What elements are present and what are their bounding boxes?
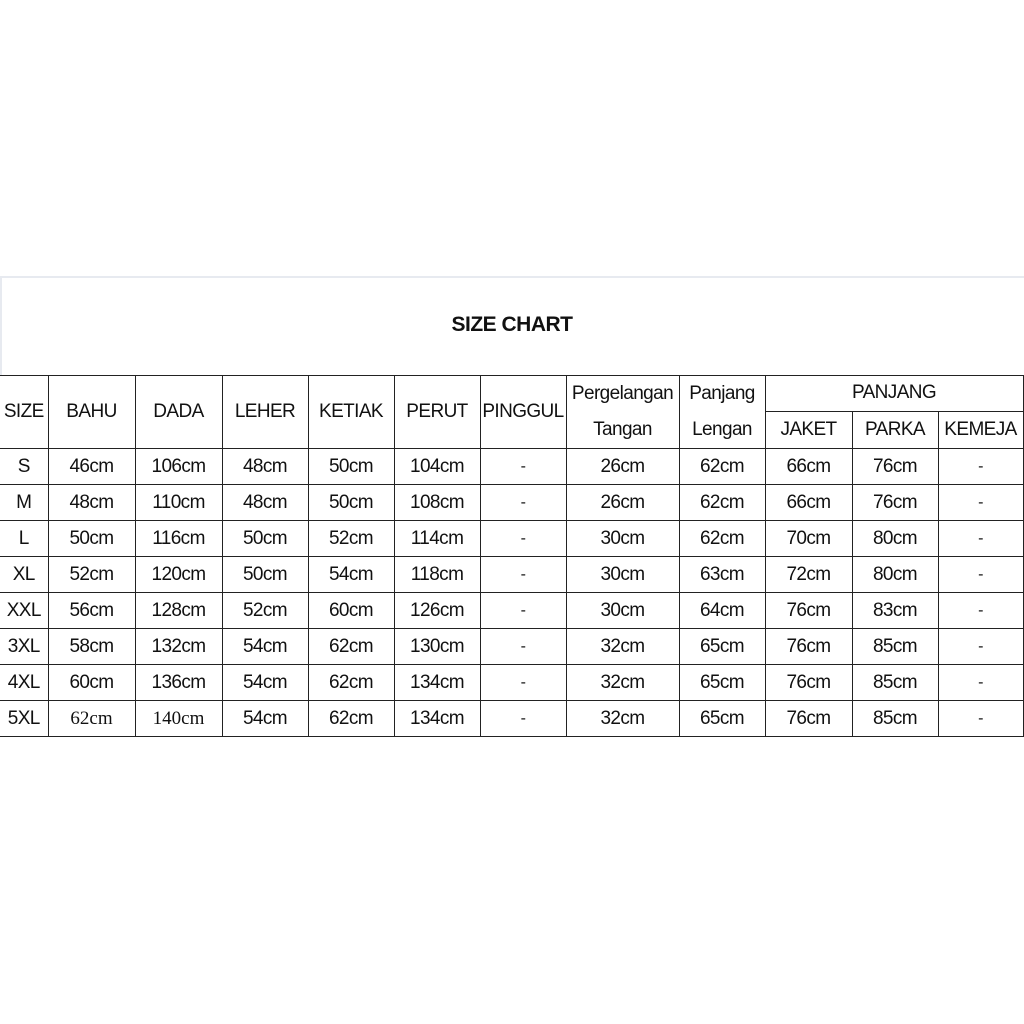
cell-ketiak: 60cm	[308, 593, 394, 629]
cell-kemeja: -	[938, 449, 1023, 485]
table-row	[0, 521, 1023, 557]
cell-size: L	[0, 521, 48, 557]
header-panjang-lengan-line2: Lengan	[692, 419, 752, 440]
header-pergelangan-tangan	[566, 376, 679, 449]
cell-bahu: 46cm	[48, 449, 135, 485]
cell-lengan: 64cm	[679, 593, 765, 629]
cell-kemeja: -	[938, 665, 1023, 701]
table-row	[0, 557, 1023, 593]
table-row	[0, 449, 1023, 485]
cell-perut: 104cm	[394, 449, 480, 485]
cell-dada: 128cm	[135, 593, 222, 629]
cell-size: 5XL	[0, 701, 48, 737]
cell-parka: 83cm	[852, 593, 938, 629]
cell-jaket: 66cm	[765, 485, 852, 521]
cell-size: XL	[0, 557, 48, 593]
cell-size: 3XL	[0, 629, 48, 665]
cell-parka: 76cm	[852, 449, 938, 485]
cell-ketiak: 50cm	[308, 449, 394, 485]
cell-bahu: 60cm	[48, 665, 135, 701]
cell-size: M	[0, 485, 48, 521]
cell-perut: 114cm	[394, 521, 480, 557]
cell-kemeja: -	[938, 485, 1023, 521]
header-panjang-lengan	[679, 376, 765, 449]
cell-kemeja: -	[938, 701, 1023, 737]
frame-top-border	[0, 276, 1024, 278]
cell-lengan: 62cm	[679, 485, 765, 521]
cell-dada: 106cm	[135, 449, 222, 485]
header-kemeja: KEMEJA	[938, 411, 1023, 448]
cell-bahu: 58cm	[48, 629, 135, 665]
cell-perut: 108cm	[394, 485, 480, 521]
cell-parka: 85cm	[852, 629, 938, 665]
cell-ketiak: 62cm	[308, 629, 394, 665]
cell-pinggul: -	[480, 665, 566, 701]
header-leher: LEHER	[222, 376, 308, 449]
cell-jaket: 76cm	[765, 665, 852, 701]
cell-parka: 85cm	[852, 701, 938, 737]
cell-bahu: 50cm	[48, 521, 135, 557]
table-row	[0, 593, 1023, 629]
cell-dada: 132cm	[135, 629, 222, 665]
size-chart-table	[0, 375, 1024, 737]
header-pinggul: PINGGUL	[480, 376, 566, 449]
cell-perut: 134cm	[394, 665, 480, 701]
cell-dada: 140cm	[135, 701, 222, 737]
cell-jaket: 66cm	[765, 449, 852, 485]
cell-ketiak: 54cm	[308, 557, 394, 593]
cell-leher: 48cm	[222, 449, 308, 485]
table-row	[0, 665, 1023, 701]
cell-pergelangan: 30cm	[566, 557, 679, 593]
header-bahu: BAHU	[48, 376, 135, 449]
header-panjang-group: PANJANG	[765, 376, 1023, 412]
cell-leher: 54cm	[222, 629, 308, 665]
cell-dada: 116cm	[135, 521, 222, 557]
header-pergelangan-line2: Tangan	[593, 419, 652, 440]
cell-lengan: 65cm	[679, 629, 765, 665]
header-pergelangan-line1: Pergelangan	[571, 383, 674, 404]
cell-bahu: 62cm	[48, 701, 135, 737]
cell-jaket: 76cm	[765, 629, 852, 665]
header-ketiak: KETIAK	[308, 376, 394, 449]
cell-kemeja: -	[938, 593, 1023, 629]
cell-leher: 50cm	[222, 557, 308, 593]
cell-pergelangan: 26cm	[566, 485, 679, 521]
cell-pinggul: -	[480, 521, 566, 557]
cell-pinggul: -	[480, 593, 566, 629]
header-perut: PERUT	[394, 376, 480, 449]
cell-kemeja: -	[938, 557, 1023, 593]
cell-kemeja: -	[938, 629, 1023, 665]
cell-kemeja: -	[938, 521, 1023, 557]
cell-jaket: 70cm	[765, 521, 852, 557]
cell-ketiak: 62cm	[308, 701, 394, 737]
table-row	[0, 701, 1023, 737]
cell-parka: 80cm	[852, 521, 938, 557]
cell-lengan: 65cm	[679, 665, 765, 701]
cell-size: 4XL	[0, 665, 48, 701]
cell-pinggul: -	[480, 449, 566, 485]
cell-lengan: 62cm	[679, 449, 765, 485]
cell-jaket: 76cm	[765, 701, 852, 737]
cell-pinggul: -	[480, 629, 566, 665]
cell-perut: 126cm	[394, 593, 480, 629]
header-dada: DADA	[135, 376, 222, 449]
header-size: SIZE	[0, 376, 48, 449]
cell-size: XXL	[0, 593, 48, 629]
cell-leher: 54cm	[222, 701, 308, 737]
cell-pergelangan: 32cm	[566, 629, 679, 665]
cell-lengan: 63cm	[679, 557, 765, 593]
cell-dada: 120cm	[135, 557, 222, 593]
header-panjang-lengan-line1: Panjang	[689, 383, 755, 404]
header-jaket: JAKET	[765, 411, 852, 448]
cell-lengan: 62cm	[679, 521, 765, 557]
cell-dada: 136cm	[135, 665, 222, 701]
cell-parka: 76cm	[852, 485, 938, 521]
cell-perut: 118cm	[394, 557, 480, 593]
cell-ketiak: 52cm	[308, 521, 394, 557]
cell-leher: 52cm	[222, 593, 308, 629]
cell-parka: 80cm	[852, 557, 938, 593]
cell-pergelangan: 32cm	[566, 665, 679, 701]
cell-parka: 85cm	[852, 665, 938, 701]
header-parka: PARKA	[852, 411, 938, 448]
cell-ketiak: 50cm	[308, 485, 394, 521]
cell-pergelangan: 30cm	[566, 521, 679, 557]
cell-bahu: 52cm	[48, 557, 135, 593]
cell-pergelangan: 32cm	[566, 701, 679, 737]
cell-perut: 130cm	[394, 629, 480, 665]
cell-lengan: 65cm	[679, 701, 765, 737]
cell-dada: 110cm	[135, 485, 222, 521]
cell-bahu: 56cm	[48, 593, 135, 629]
table-row	[0, 629, 1023, 665]
cell-jaket: 72cm	[765, 557, 852, 593]
cell-jaket: 76cm	[765, 593, 852, 629]
cell-pinggul: -	[480, 485, 566, 521]
cell-pergelangan: 30cm	[566, 593, 679, 629]
cell-leher: 54cm	[222, 665, 308, 701]
cell-ketiak: 62cm	[308, 665, 394, 701]
cell-size: S	[0, 449, 48, 485]
page-title: SIZE CHART	[451, 313, 573, 336]
cell-pergelangan: 26cm	[566, 449, 679, 485]
table-row	[0, 485, 1023, 521]
cell-pinggul: -	[480, 557, 566, 593]
cell-leher: 48cm	[222, 485, 308, 521]
cell-bahu: 48cm	[48, 485, 135, 521]
cell-perut: 134cm	[394, 701, 480, 737]
cell-pinggul: -	[480, 701, 566, 737]
cell-leher: 50cm	[222, 521, 308, 557]
